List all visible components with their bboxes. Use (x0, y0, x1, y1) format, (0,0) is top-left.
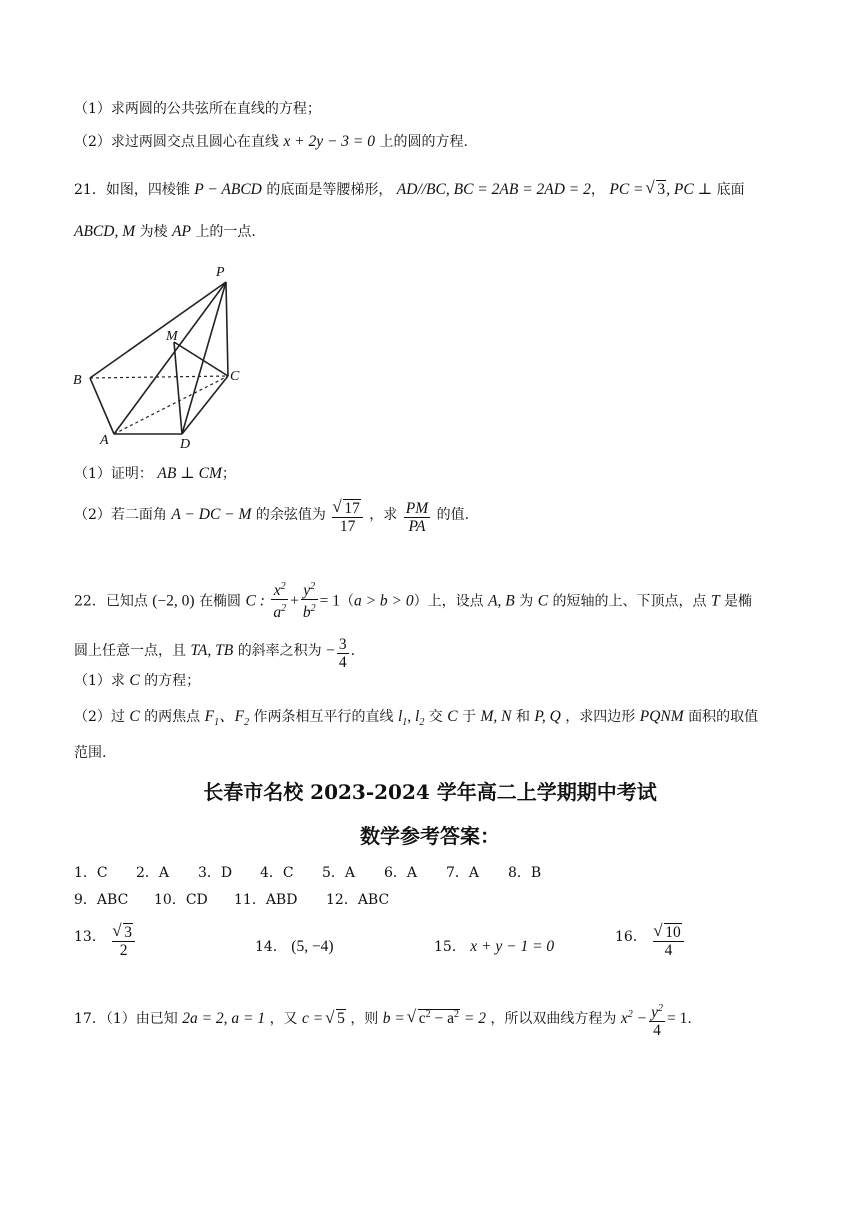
answer-15: 15． x + y − 1 = 0 (434, 938, 555, 955)
pyramid-figure (70, 262, 260, 452)
q22-line1: 22．已知点 (−2, 0) 在椭圆 C : $\frac{x^2}{a^2}$ + $\frac{y^2}{b^2}$ = 1（a > b > 0）上，设点 A, B 为 C 的短轴的上、下顶点，点 T 是椭 (74, 578, 752, 621)
answers-row1: 1．C 2．A 3．D 4．C 5．A 6．A 7．A 8．B (74, 865, 542, 881)
answer-14: 14． (5, −4) (255, 938, 334, 955)
q21-part1: （1）证明： AB ⊥ CM； (74, 465, 236, 482)
q22-part2: （2）过 C 的两焦点 $F_1$、$F_2$ 作两条相互平行的直线 $l_1$, $l_2$ 交 C 于 M, N 和 P, Q ，求四边形 PQNM 面积的取值 (74, 708, 759, 729)
label-p: P (216, 265, 225, 280)
q22-part1: （1）求 C 的方程； (74, 672, 201, 689)
answer-13: 13． √ $\frac{3}{2}$ (74, 924, 137, 959)
q20-part2: （2）求过两圆交点且圆心在直线 x + 2y − 3 = 0 上的圆的方程. (74, 133, 468, 150)
label-b: B (73, 373, 82, 388)
label-a: A (100, 433, 109, 448)
label-c: C (230, 369, 240, 384)
q21-stem-line1: 21．如图，四棱锥 P − ABCD 的底面是等腰梯形， AD//BC, BC = 2AB = 2AD = 2， PC = √ 3, PC ⊥ 底面 (74, 180, 745, 200)
label-m: M (166, 329, 178, 344)
answer-17: 17．（1）由已知 2a = 2, a = 1 ，又 c = √ 5 ，则 b = √ $c^2 - a^2 = 2$ ，所以双曲线方程为 $x^2$ − $\frac{y^2}{4}$ = 1. (74, 1000, 692, 1039)
q21-stem-line2: ABCD, M 为棱 AP 上的一点. (74, 223, 256, 240)
label-d: D (180, 437, 191, 452)
line-equation: x + 2y − 3 = 0 (283, 133, 376, 150)
answers-row2: 9．ABC 10．CD 11．ABD 12．ABC (74, 892, 390, 908)
q21-part2: （2）若二面角 A − DC − M 的余弦值为 √ $\frac{17}{17}$ ，求 $\frac{PM}{PA}$ 的值. (74, 500, 469, 535)
q20-part1: （1）求两圆的公共弦所在直线的方程； (74, 101, 321, 117)
q22-line2: 圆上任意一点，且 TA, TB 的斜率之积为 − $\frac{3}{4}$ . (74, 636, 356, 671)
answer-subtitle: 数学参考答案： (360, 824, 500, 848)
answer-title: 长春市名校 2023-2024 学年高二上学期期中考试 (203, 780, 657, 804)
answer-16: 16． √ $\frac{10}{4}$ (615, 924, 686, 959)
q22-line5: 范围. (74, 745, 107, 761)
